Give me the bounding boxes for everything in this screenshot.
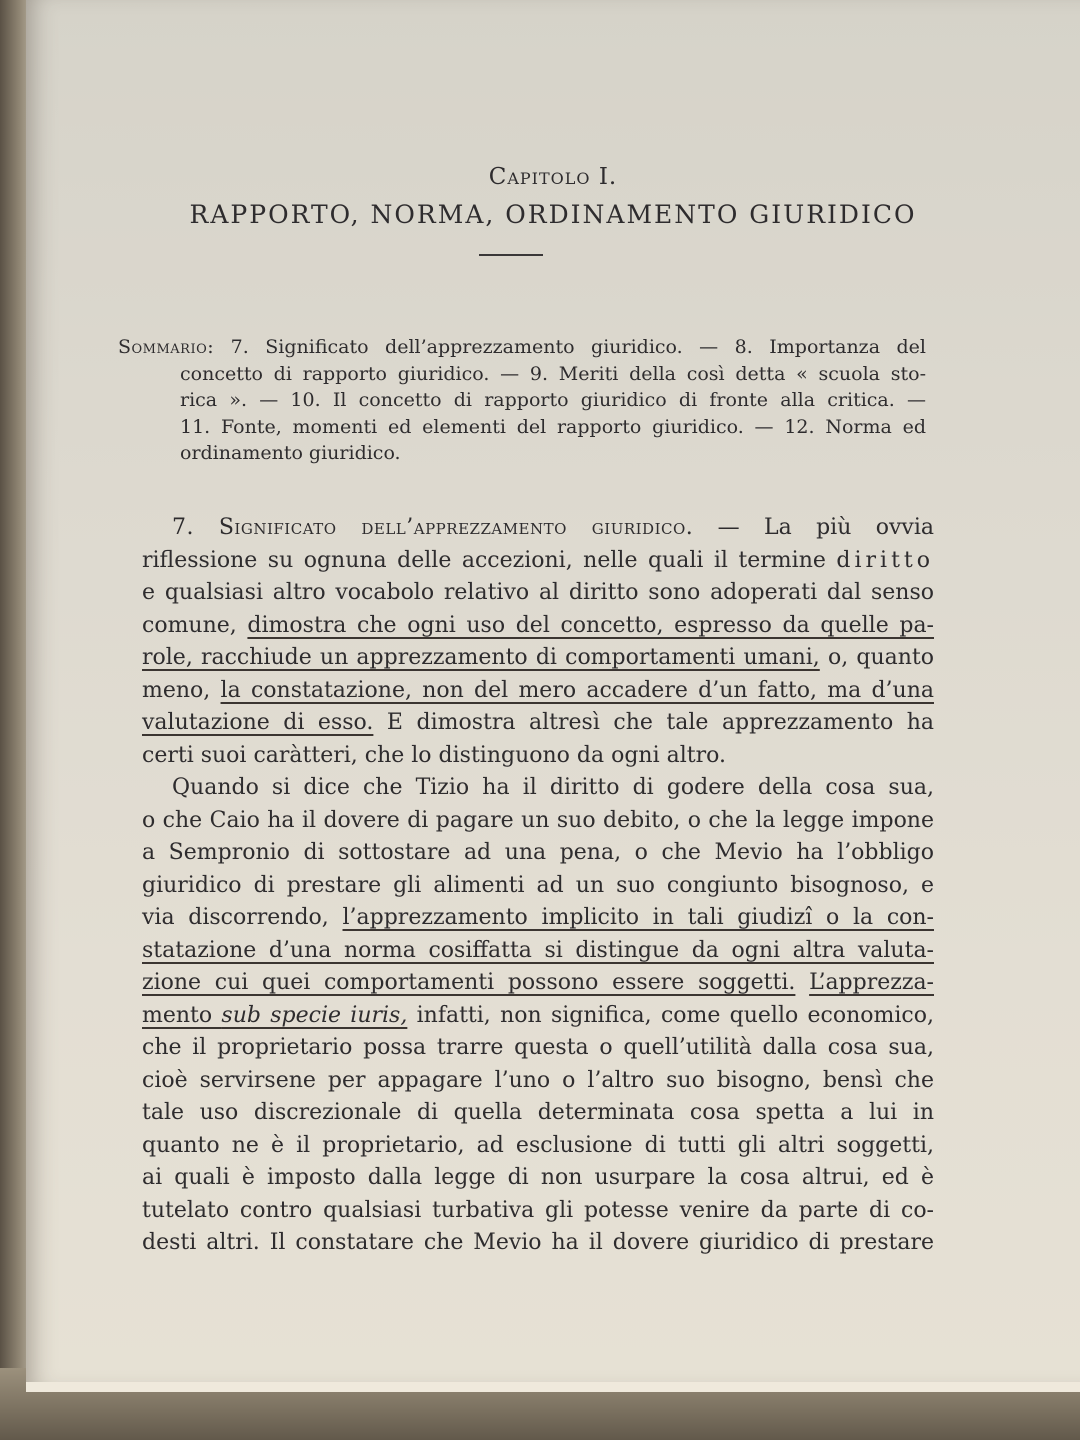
underlined-passage: la constatazione, non del mero accadere d’un fatto, ma d’una xyxy=(220,677,934,703)
title-divider xyxy=(479,254,543,256)
text-fragment: meno, xyxy=(142,677,221,703)
underlined-passage: dimostra che ogni uso del concetto, espresso da quelle pa- xyxy=(247,612,934,638)
section-heading: 7. Significato dell’apprezzamento giuridico. xyxy=(172,515,694,540)
page-content xyxy=(26,0,1080,1385)
text-line: a Sempronio di sottostare ad una pena, o che Mevio ha l’obbligo xyxy=(142,840,934,865)
text-line: Quando si dice che Tizio ha il diritto di godere della cosa sua, xyxy=(172,775,934,800)
text-line xyxy=(142,902,934,935)
text-line: ai quali è imposto dalla legge di non usurpare la cosa altrui, ed è xyxy=(142,1165,934,1190)
text-fragment: E dimostra altresì che tale apprezzamento ha xyxy=(373,710,935,735)
page-bottom-edge xyxy=(26,1382,1080,1392)
text-line xyxy=(142,512,934,545)
text-line: giuridico di prestare gli alimenti ad un suo congiunto bisognoso, e xyxy=(142,872,934,898)
summary-label: Sommario: xyxy=(118,336,215,358)
text-line xyxy=(142,545,934,578)
text-fragment: — La più ovvia xyxy=(693,515,934,540)
text-line xyxy=(142,675,934,708)
summary-line-5: ordinamento giuridico. xyxy=(180,442,401,464)
text-line: quanto ne è il proprietario, ad esclusione di tutti gli altri soggetti, xyxy=(142,1132,934,1158)
text-line xyxy=(142,967,934,1000)
text-line xyxy=(142,935,934,968)
underlined-passage: mento xyxy=(142,1002,222,1028)
text-fragment xyxy=(795,970,809,995)
book-page xyxy=(26,0,1080,1385)
underlined-passage: L’apprezza- xyxy=(809,970,934,995)
text-fragment: infatti, non significa, come quello economico, xyxy=(407,1002,934,1028)
body-text xyxy=(142,512,934,1260)
emphasized-term: diritto xyxy=(836,547,934,573)
summary-line-2: concetto di rapporto giuridico. — 9. Meriti della così detta « scuola sto- xyxy=(180,362,926,385)
underlined-passage: zione cui quei comportamenti possono essere soggetti. xyxy=(142,970,796,995)
text-line: certi suoi caràtteri, che lo distinguono da ogni altro. xyxy=(142,742,726,768)
chapter-title: RAPPORTO, NORMA, ORDINAMENTO GIURIDICO xyxy=(189,200,917,229)
summary-line-4: 11. Fonte, momenti ed elementi del rapporto giuridico. — 12. Norma ed xyxy=(180,415,926,438)
text-fragment: comune, xyxy=(142,612,248,638)
underlined-passage: l’apprezzamento implicito in tali giudizî o la con- xyxy=(342,905,934,930)
text-line xyxy=(142,1000,934,1033)
summary-line-3: rica ». — 10. Il concetto di rapporto giuridico di fronte alla critica. — xyxy=(180,389,926,411)
text-fragment: via discorrendo, xyxy=(142,905,343,930)
underlined-passage: role, racchiude un apprezzamento di comportamenti umani, xyxy=(142,645,820,670)
underlined-passage: statazione d’una norma cosiffatta si distingue da ogni altra valuta- xyxy=(142,937,934,963)
text-line xyxy=(142,610,934,643)
text-line xyxy=(142,707,934,740)
text-line xyxy=(142,642,934,675)
text-line: e qualsiasi altro vocabolo relativo al diritto sono adoperati dal senso xyxy=(142,580,934,605)
text-line: tutelato contro qualsiasi turbativa gli potesse venire da parte di co- xyxy=(142,1197,934,1223)
text-line: o che Caio ha il dovere di pagare un suo debito, o che la legge impone xyxy=(142,807,934,833)
summary-line-1 xyxy=(118,334,926,361)
text-line: che il proprietario possa trarre questa o quell’utilità dalla cosa sua, xyxy=(142,1035,934,1060)
underlined-passage: valutazione di esso. xyxy=(142,710,374,735)
text-fragment: riflessione su ognuna delle accezioni, nelle quali il termine xyxy=(142,547,837,573)
latin-phrase: sub specie iuris, xyxy=(221,1002,408,1028)
text-fragment: o, quanto xyxy=(819,645,934,670)
chapter-summary xyxy=(118,334,926,467)
text-line: tale uso discrezionale di quella determinata cosa spetta a lui in xyxy=(142,1100,934,1125)
chapter-label: Capitolo I. xyxy=(488,164,618,190)
text-line: desti altri. Il constatare che Mevio ha il dovere giuridico di prestare xyxy=(142,1230,934,1255)
text-line: cioè servirsene per appagare l’uno o l’altro suo bisogno, bensì che xyxy=(142,1067,934,1093)
summary-text: 7. Significato dell’apprezzamento giuridico. — 8. Importanza del xyxy=(230,336,926,358)
